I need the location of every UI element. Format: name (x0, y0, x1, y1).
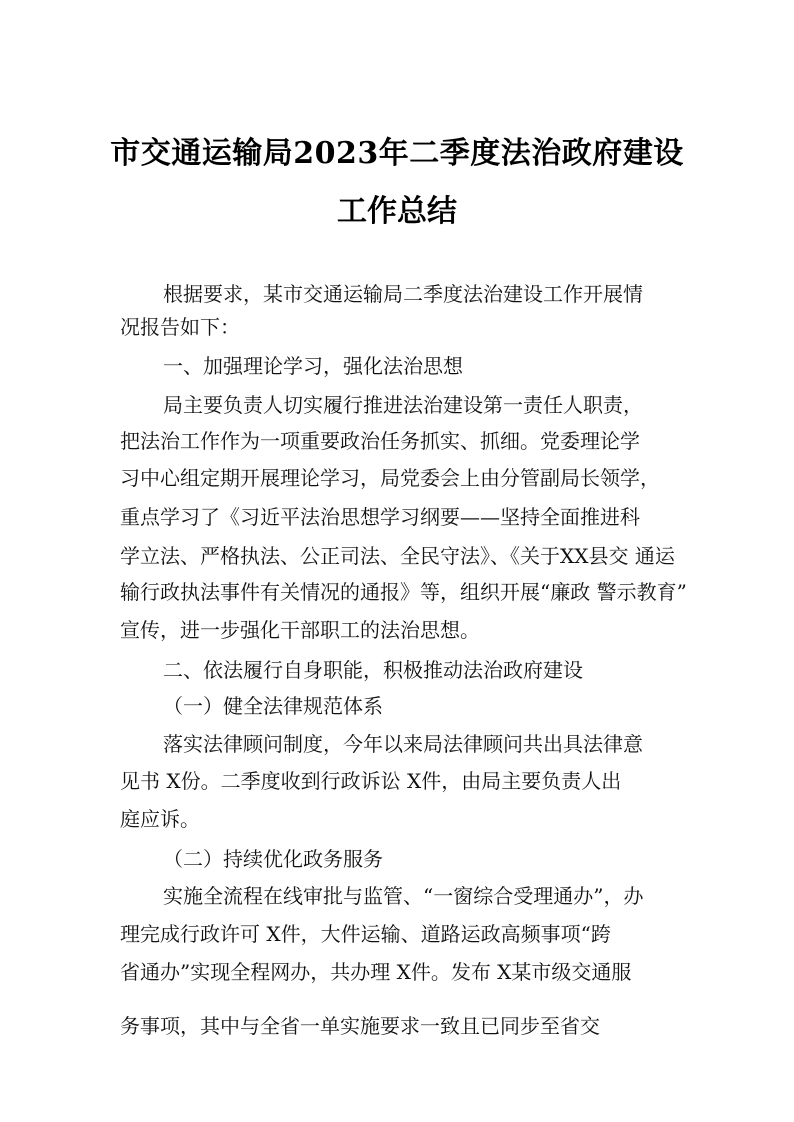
subsection-heading: （一）健全法律规范体系 (163, 694, 383, 718)
paragraph-line: 理完成行政许可 X件，大件运输、道路运政高频事项“跨 (120, 922, 611, 946)
paragraph-line: 重点学习了《习近平法治思想学习纲要——坚持全面推进科 (120, 505, 640, 529)
document-title-line-1: 市交通运输局2023年二季度法治政府建设 (110, 136, 684, 171)
paragraph-line: 见书 X份。二季度收到行政诉讼 X件，由局主要负责人出 (120, 769, 622, 793)
paragraph-line: 况报告如下： (120, 315, 240, 339)
document-title-line-2: 工作总结 (337, 194, 457, 229)
section-heading: 二、依法履行自身职能，积极推动法治政府建设 (163, 658, 583, 682)
paragraph-line: 输行政执法事件有关情况的通报》等，组织开展“廉政 警示教育” (120, 580, 687, 604)
paragraph-line: 省通办”实现全程网办，共办理 X件。发布 X某市级交通服 (120, 960, 632, 984)
paragraph-line: 把法治工作作为一项重要政治任务抓实、抓细。党委理论学 (120, 429, 640, 453)
paragraph-line: 学立法、严格执法、公正司法、全民守法》、《关于XX县交 通运 (120, 544, 675, 568)
paragraph-line: 局主要负责人切实履行推进法治建设第一责任人职责， (163, 393, 643, 417)
paragraph-line: 务事项，其中与全省一单实施要求一致且已同步至省交 (120, 1014, 600, 1038)
paragraph-line: 根据要求，某市交通运输局二季度法治建设工作开展情 (163, 282, 643, 306)
paragraph-line: 宣传，进一步强化干部职工的法治思想。 (120, 618, 480, 642)
section-heading: 一、加强理论学习，强化法治思想 (163, 354, 463, 378)
paragraph-line: 实施全流程在线审批与监管、“一窗综合受理通办”，办 (163, 884, 644, 908)
subsection-heading: （二）持续优化政务服务 (163, 847, 383, 871)
paragraph-line: 庭应诉。 (120, 807, 200, 831)
paragraph-line: 习中心组定期开展理论学习，局党委会上由分管副局长领学， (120, 466, 660, 490)
paragraph-line: 落实法律顾问制度，今年以来局法律顾问共出具法律意 (163, 732, 643, 756)
